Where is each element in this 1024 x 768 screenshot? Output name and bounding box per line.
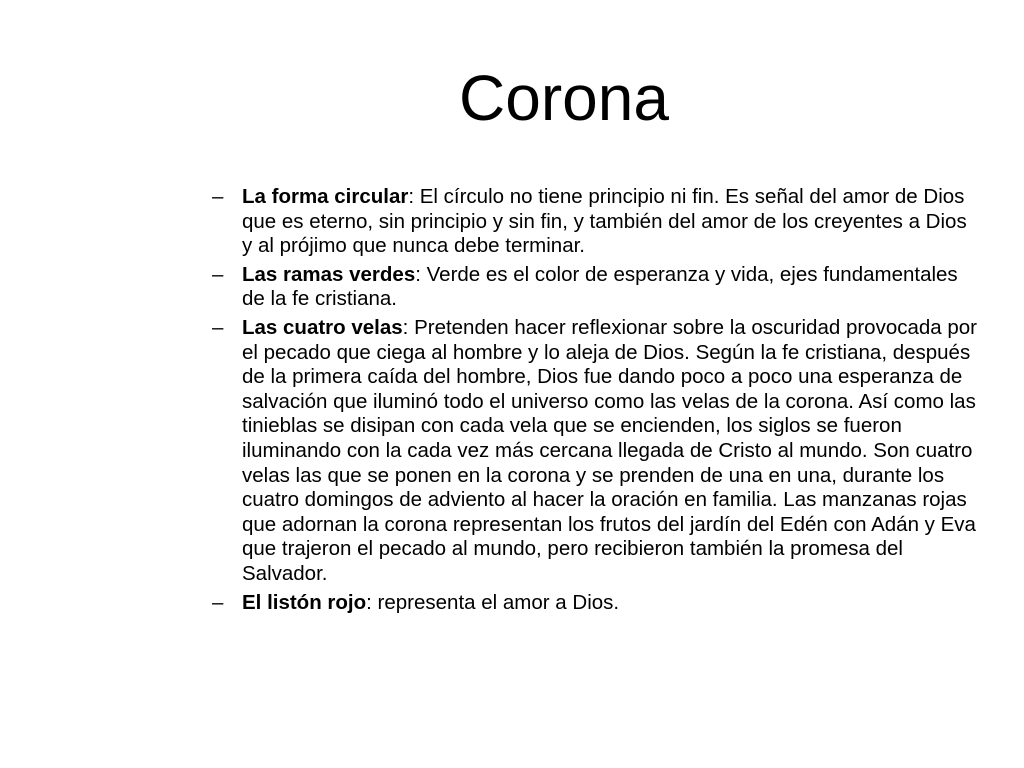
- bullet-item-ramas-verdes: [212, 263, 982, 312]
- bullet-term: Las cuatro velas: [242, 315, 403, 339]
- bullet-dash: –: [212, 590, 224, 614]
- bullet-item-forma-circular: [212, 185, 982, 259]
- bullet-text: : representa el amor a Dios.: [366, 590, 620, 614]
- bullet-dash: –: [212, 262, 224, 286]
- bullet-term: Las ramas verdes: [242, 262, 416, 286]
- bullet-item-liston-rojo: [212, 591, 982, 616]
- bullet-text: : El círculo no tiene principio ni fin. Es señal del amor de Dios que es eterno, sin principio y sin fin, y también del amor de los creyentes a Dios y al prójimo que nunca debe terminar.: [242, 185, 967, 258]
- bullet-term: El listón rojo: [242, 590, 367, 614]
- bullet-item-cuatro-velas: [212, 316, 982, 587]
- slide-title: Corona: [459, 62, 669, 134]
- bullet-dash: –: [212, 185, 224, 208]
- bullet-dash: –: [212, 315, 224, 339]
- bullet-text: : Verde es el color de esperanza y vida, ejes fundamentales de la fe cristiana.: [242, 262, 958, 311]
- bullet-term: La forma circular: [242, 185, 409, 208]
- bullet-text: : Pretenden hacer reflexionar sobre la oscuridad provocada por el pecado que ciega al hombre y lo aleja de Dios. Según la fe cristiana, después de la primera caída del hombre, Dios fue dando poco a poco una esperanza de salvación que iluminó todo el universo como las velas de la corona. Así como las tinieblas se disipan con cada vela que se encienden, los siglos se fueron iluminando con la cada vez más cercana llegada de Cristo al mundo. Son cuatro velas las que se ponen en la corona y se prenden de una en una, durante los cuatro domingos de adviento al hacer la oración en familia. Las manzanas rojas que adornan la corona representan los frutos del jardín del Edén con Adán y Eva que trajeron el pecado al mundo, pero recibieron también la promesa del Salvador.: [242, 315, 978, 585]
- bullet-list: [212, 185, 982, 619]
